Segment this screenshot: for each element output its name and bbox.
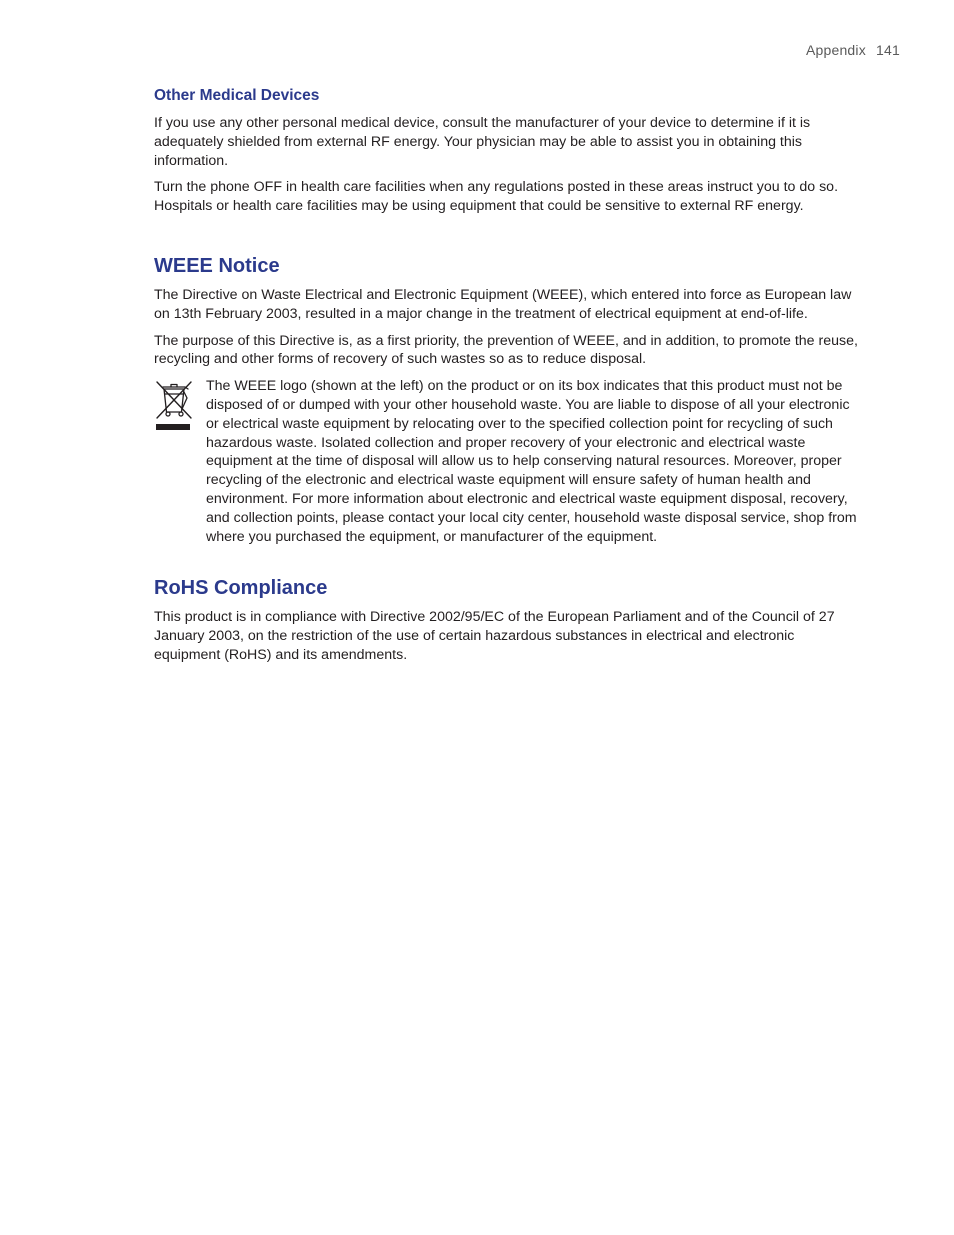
page-number: 141 bbox=[876, 42, 900, 58]
section-spacer bbox=[154, 224, 862, 254]
weee-notice-section bbox=[154, 254, 862, 546]
other-medical-devices-title: Other Medical Devices bbox=[154, 87, 320, 104]
weee-paragraph-3: The WEEE logo (shown at the left) on the product or on its box indicates that this product must not be disposed of or dumped with your other household waste. You are liable to dispose of all your electronic or electrical waste equipment by relocating over to the specified collection point for recycling of such hazardous waste. Isolated collection and proper recovery of your electronic and electrical waste equipment at the time of disposal will allow us to help conserving natural resources. Moreover, proper recycling of the electronic and electrical waste equipment will ensure safety of human health and environment. For more information about electronic and electrical waste equipment disposal, recovery, and collection points, please contact your local city center, household waste disposal service, shop from where you purchased the equipment, or manufacturer of the equipment. bbox=[206, 378, 857, 545]
rohs-compliance-section bbox=[154, 576, 862, 664]
section-spacer bbox=[154, 546, 862, 576]
page-content bbox=[154, 86, 862, 673]
crossed-out-wheelie-bin-icon bbox=[154, 378, 194, 439]
rohs-compliance-title: RoHS Compliance bbox=[154, 577, 328, 600]
rohs-paragraph-1: This product is in compliance with Directive 2002/95/EC of the European Parliament and of the Council of 27 January 2003, on the restriction of the use of certain hazardous substances in electrical and electronic equipment (RoHS) and its amendments. bbox=[154, 609, 835, 663]
other-medical-paragraph-1: If you use any other personal medical device, consult the manufacturer of your device to determine if it is adequately shielded from external RF energy. Your physician may be able to assist you in obtaining this information. bbox=[154, 115, 811, 169]
other-medical-devices-section bbox=[154, 86, 862, 216]
weee-logo-block bbox=[154, 377, 862, 546]
weee-paragraph-1: The Directive on Waste Electrical and Electronic Equipment (WEEE), which entered into force as European law on 13th February 2003, resulted in a major change in the treatment of electrical equipment at end-of-life. bbox=[154, 286, 852, 322]
page-header bbox=[806, 42, 900, 58]
weee-paragraph-2: The purpose of this Directive is, as a first priority, the prevention of WEEE, and in addition, to promote the reuse, recycling and other forms of recovery of such wastes so as to reduce disposal. bbox=[154, 332, 858, 368]
header-section-label: Appendix bbox=[805, 42, 866, 58]
other-medical-paragraph-2: Turn the phone OFF in health care facilities when any regulations posted in these areas instruct you to do so. Hospitals or health care facilities may be using equipment that could be sensitive to external RF energy. bbox=[154, 179, 839, 215]
weee-notice-title: WEEE Notice bbox=[154, 254, 280, 277]
